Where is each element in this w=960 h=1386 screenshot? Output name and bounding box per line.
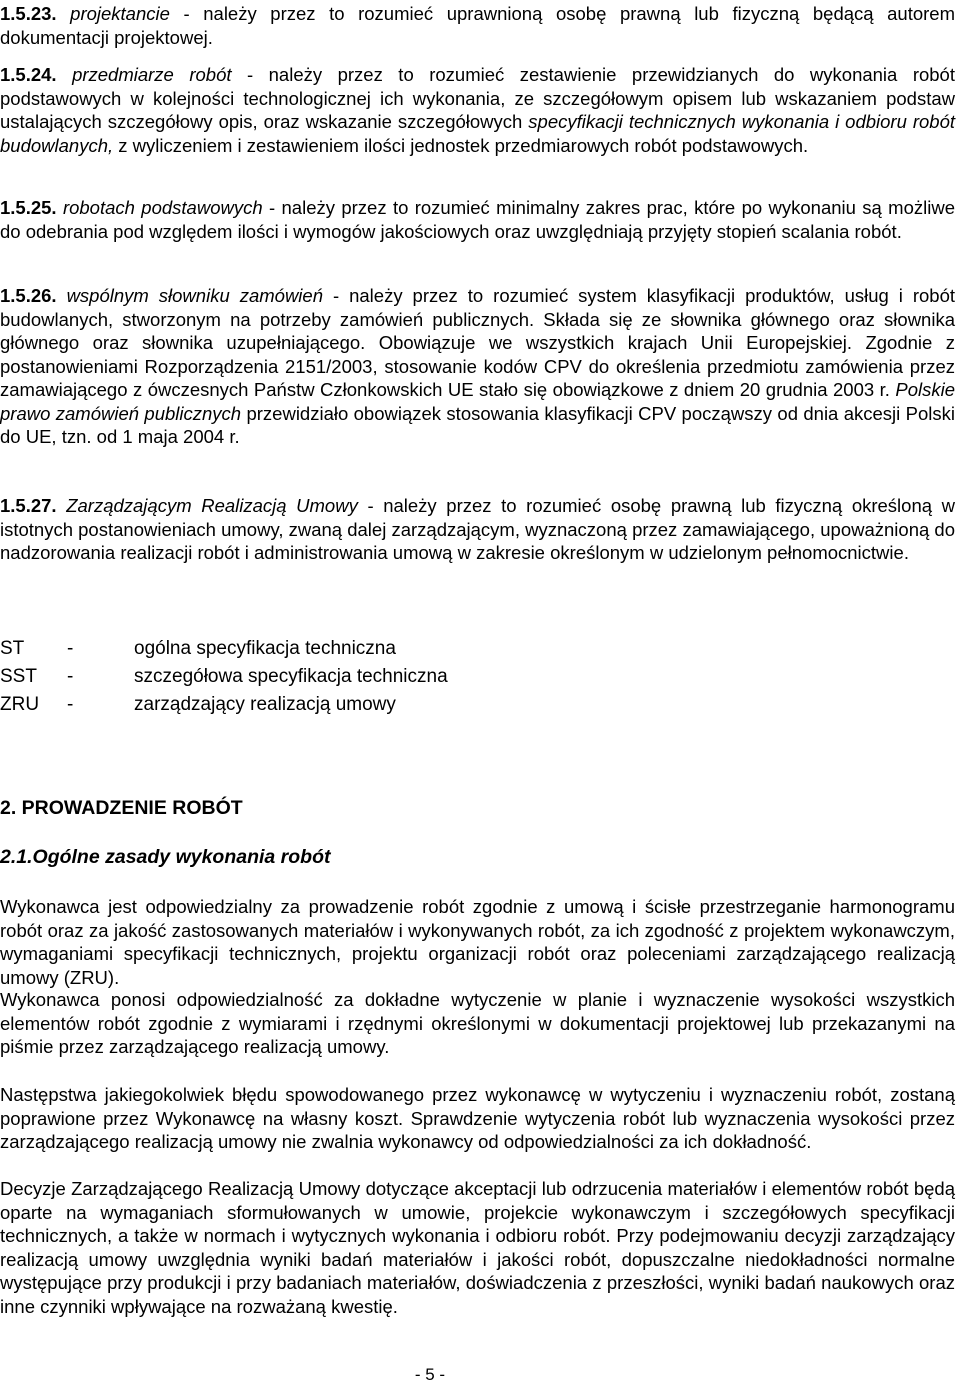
definition-number: 1.5.23.	[0, 3, 57, 24]
section-heading: 2. PROWADZENIE ROBÓT	[0, 797, 243, 819]
definition-text-secondary: z wyliczeniem i zestawieniem ilości jednostek przedmiarowych robót podstawowych.	[113, 134, 809, 156]
definition-1-5-24	[0, 63, 955, 157]
abbreviation-key: ZRU	[0, 694, 40, 715]
definition-term: wspólnym słowniku zamówień	[66, 285, 323, 306]
definition-text: - należy przez to rozumieć minimalny zakres prac, które po wykonaniu są możliwe do odebrania pod względem ilości i wymogów jakościowych oraz uwzględniają przyjęty stopień scalania robót.	[0, 197, 955, 242]
page-number: - 5 -	[414, 1365, 446, 1384]
definition-number: 1.5.24.	[0, 64, 57, 85]
abbreviation-key: SST	[0, 666, 37, 687]
definition-1-5-26	[0, 284, 955, 449]
subsection-heading: 2.1.Ogólne zasady wykonania robót	[0, 846, 331, 868]
body-paragraph-3: Następstwa jakiegokolwiek błędu spowodowanego przez wykonawcę w wytyczeniu i wyznaczeniu robót, zostaną poprawione przez Wykonawcę na własny koszt. Sprawdzenie wytyczenia robót lub wyznaczenia wysokości przez zarządzającego realizacją umowy nie zwalnia wykonawcy od odpowiedzialności za ich dokładność.	[0, 1084, 955, 1152]
definition-text: - należy przez to rozumieć system klasyfikacji produktów, usług i robót budowlanych, stworzonym na potrzeby zamówień publicznych. Składa się ze słownika głównego oraz słownika głównego oraz słownika uzupełniającego. Obowiązuje we wszystkich krajach Unii Europejskiej. Zgodnie z postanowieniami Rozporządzenia 2151/2003, stosowanie kodów CPV do określenia przedmiotu zamówienia przez zamawiającego z ówczesnych Państw Członkowskich UE stało się obowiązkowe z dniem 20 grudnia 2003 r.	[0, 285, 956, 400]
definition-text-secondary: przewidziało obowiązek stosowania klasyfikacji CPV począwszy od dnia akcesji Polski do UE, tzn. od 1 maja 2004 r.	[0, 402, 955, 447]
definition-1-5-27	[0, 494, 955, 565]
definition-number: 1.5.27.	[0, 495, 57, 516]
definition-term: przedmiarze robót	[72, 64, 232, 85]
definition-text: - należy przez to rozumieć osobę prawną lub fizyczną określoną w istotnych postanowieniach umowy, zwaną dalej zarządzającym, wyznaczoną przez zamawiającego, upoważnioną do nadzorowania realizacji robót i administrowania umową w zakresie określonym w udzielonym pełnomocnictwie.	[0, 495, 956, 563]
definition-text: - należy przez to rozumieć uprawnioną osobę prawną lub fizyczną będącą autorem dokumentacji projektowej.	[0, 3, 955, 48]
definition-term: Zarządzającym Realizacją Umowy	[66, 495, 358, 516]
abbreviation-dash: -	[67, 638, 74, 659]
definition-term: projektancie	[70, 3, 170, 24]
body-paragraph-2: Wykonawca ponosi odpowiedzialność za dokładne wytyczenie w planie i wyznaczenie wysokości wszystkich elementów robót zgodnie z wymiarami i rzędnymi określonymi w dokumentacji projektowej lub przekazanymi na piśmie przez zarządzającego realizacją umowy.	[0, 989, 955, 1057]
abbreviation-value: szczegółowa specyfikacja techniczna	[134, 666, 448, 687]
body-paragraph-4: Decyzje Zarządzającego Realizacją Umowy dotyczące akceptacji lub odrzucenia materiałów i elementów robót będą oparte na wymaganiach sformułowanych w umowie, projekcie wykonawczym i szczegółowych specyfikacji technicznych, a także w normach i wytycznych wykonania i odbioru robót. Przy podejmowaniu decyzji zarządzający realizacją umowy uwzględnia wyniki badań materiałów i jakości robót, dopuszczalne niedokładności normalne występujące przy produkcji i przy badaniach materiałów, doświadczenia z przeszłości, wyniki badań naukowych oraz inne czynniki wpływające na rozważaną kwestię.	[0, 1178, 955, 1317]
abbreviation-dash: -	[67, 694, 74, 715]
definition-term-secondary: Polskie prawo zamówień publicznych	[0, 379, 955, 424]
abbreviation-key: ST	[0, 638, 25, 659]
abbreviation-value: ogólna specyfikacja techniczna	[134, 638, 396, 659]
definition-number: 1.5.26.	[0, 285, 57, 306]
definition-text: - należy przez to rozumieć zestawienie przewidzianych do wykonania robót podstawowych w kolejności technologicznej ich wykonania, ze szczegółowym opisem lub wskazaniem podstaw ustalających szczegółowy opis, oraz wskazanie szczegółowych	[0, 64, 955, 132]
definition-term: robotach podstawowych	[62, 197, 263, 218]
definition-1-5-23	[0, 2, 955, 49]
body-paragraph-1: Wykonawca jest odpowiedzialny za prowadzenie robót zgodnie z umową i ścisłe przestrzeganie harmonogramu robót oraz za jakość zastosowanych materiałów i wykonywanych robót, za ich zgodność z projektem wykonawczym, wymaganiami specyfikacji technicznych, projektu organizacji robót oraz poleceniami zarządzającego realizacją umowy (ZRU).	[0, 896, 955, 988]
abbreviation-value: zarządzający realizacją umowy	[134, 694, 396, 715]
definition-number: 1.5.25.	[0, 197, 57, 218]
definition-term-secondary: specyfikacji technicznych wykonania i odbioru robót budowlanych,	[0, 111, 956, 156]
abbreviation-dash: -	[67, 666, 74, 687]
definition-1-5-25	[0, 196, 955, 243]
